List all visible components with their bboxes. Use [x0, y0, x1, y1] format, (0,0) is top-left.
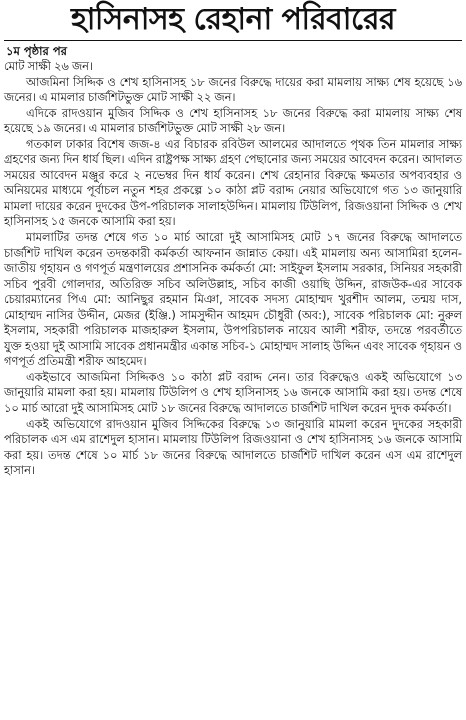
- continuation-label: ১ম পৃষ্ঠার পর: [6, 44, 67, 58]
- paragraph: একই অভিযোগে রাদওয়ান মুজিব সিদ্দিকের বিরুদ্ধে ১৩ জানুয়ারি মামলা করেন দুদকের সহকারী পরিচালক এস এম রাশেদুল হাসান। মামলায় টিউলিপ রিজওয়ানা ও শেখ হাসিনাসহ ১৬ জনকে আসামি করা হয়। তদন্ত শেষে ১০ মার্চ ১৮ জনের বিরুদ্ধে আদালতে চার্জশিট দাখিল করেন এস এম রাশেদুল হাসান।: [4, 416, 462, 478]
- article-body: [4, 59, 462, 479]
- paragraph: এদিকে রাদওয়ান মুজিব সিদ্দিক ও শেখ হাসিনাসহ ১৮ জনের বিরুদ্ধে করা মামলায় সাক্ষ্য শেষ হয়েছে ১৯ জনের। এ মামলার চার্জশিটভুক্ত মোট সাক্ষী ২৮ জন।: [4, 105, 462, 136]
- headline: হাসিনাসহ রেহানা পরিবারের: [70, 2, 396, 37]
- headline-rule: [4, 40, 462, 41]
- paragraph: একইভাবে আজমিনা সিদ্দিকও ১০ কাঠা প্লট বরাদ্দ নেন। তার বিরুদ্ধেও একই অভিযোগে ১৩ জানুয়ারি মামলা করা হয়। মামলায় টিউলিপ ও শেখ হাসিনাসহ ১৬ জনকে আসামি করা হয়। তদন্ত শেষে ১০ মার্চ আরো দুই আসামিসহ মোট ১৮ জনের বিরুদ্ধে আদালতে চার্জশিট দাখিল করেন দুদক কর্মকর্তা।: [4, 369, 462, 416]
- paragraph: মামলাটির তদন্ত শেষে গত ১০ মার্চ আরো দুই আসামিসহ মোট ১৭ জনের বিরুদ্ধে আদালতে চার্জশিট দাখিল করেন তদন্তকারী কর্মকর্তা আফনান জান্নাত কেয়া। এই মামলায় অন্য আসামিরা হলেন- জাতীয় গৃহায়ন ও গণপূর্ত মন্ত্রণালয়ের প্রশাসনিক কর্মকর্তা মো: সাইফুল ইসলাম সরকার, সিনিয়র সহকারী সচিব পুরবী গোলদার, অতিরিক্ত সচিব অলিউল্লাহ, সচিব কাজী ওয়াছি উদ্দিন, রাজউক-এর সাবেক চেয়ারম্যানের পিএ মো: আনিছুর রহমান মিঞা, সাবেক সদস্য মোহাম্মদ খুরশীদ আলম, তন্ময় দাস, মোহাম্মদ নাসির উদ্দীন, মেজর (ইঞ্জি.) সামসুদ্দীন আহমদ চৌধুরী (অব:), সাবেক পরিচালক মো: নুরুল ইসলাম, সহকারী পরিচালক মাজহারুল ইসলাম, উপপরিচালক নায়েব আলী শরীফ, তদন্তে পরবর্তীতে যুক্ত হওয়া দুই আসামি সাবেক প্রধানমন্ত্রীর একান্ত সচিব-১ মোহাম্মদ সালাহ উদ্দিন এবং সাবেক গৃহায়ন ও গণপূর্ত প্রতিমন্ত্রী শরীফ আহমেদ।: [4, 230, 462, 369]
- paragraph: গতকাল ঢাকার বিশেষ জজ-৪ এর বিচারক রবিউল আলমের আদালতে পৃথক তিন মামলার সাক্ষ্য গ্রহণের জন্য দিন ধার্য ছিল। এদিন রাষ্ট্রপক্ষ সাক্ষ্য গ্রহণ পেছানোর জন্য সময়ের আবেদন করেন। আদালত সময়ের আবেদন মঞ্জুর করে ২ নভেম্বর দিন ধার্য করেন। শেখ রেহানার বিরুদ্ধে ক্ষমতার অপব্যবহার ও অনিয়মের মাধ্যমে পূর্বাচল নতুন শহর প্রকল্পে ১০ কাঠা প্লট বরাদ্দ নেয়ার অভিযোগে গত ১৩ জানুয়ারি মামলা দায়ের করেন দুদকের উপ-পরিচালক সালাহউদ্দিন। মামলায় টিউলিপ, রিজওয়ানা সিদ্দিক ও শেখ হাসিনাসহ ১৫ জনকে আসামি করা হয়।: [4, 136, 462, 229]
- paragraph: আজমিনা সিদ্দিক ও শেখ হাসিনাসহ ১৮ জনের বিরুদ্ধে দায়ের করা মামলায় সাক্ষ্য শেষ হয়েছে ১৬ জনের। এ মামলার চার্জশিটভুক্ত মোট সাক্ষী ২২ জন।: [4, 74, 462, 105]
- paragraph: মোট সাক্ষী ২৬ জন।: [4, 59, 94, 73]
